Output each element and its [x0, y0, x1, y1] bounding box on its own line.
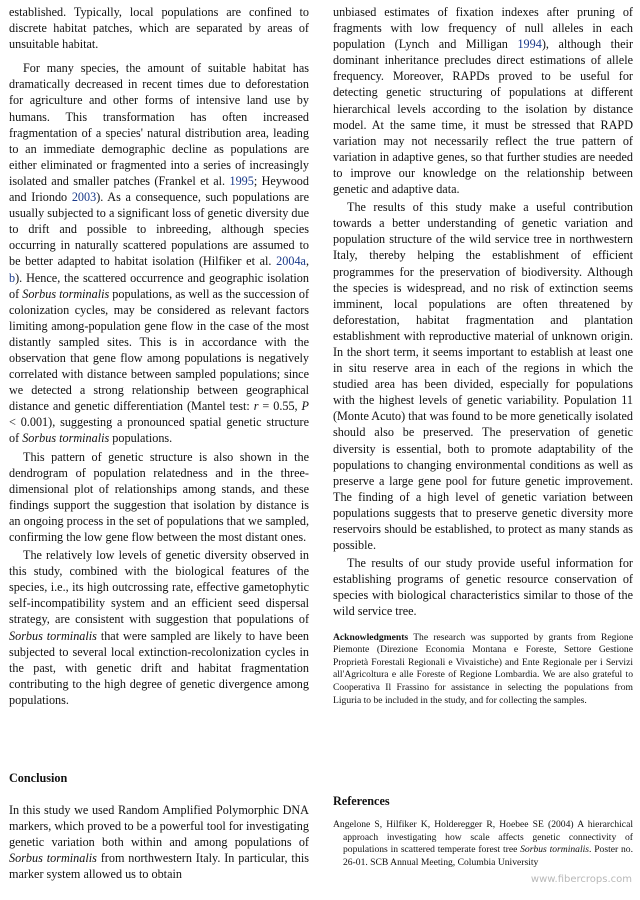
- species-name: Sorbus torminalis: [9, 628, 97, 643]
- acknowledgments: Acknowledgments The research was supported by grants from Regione Piemonte (Direzione Economia Montana e Foreste, Settore Gestione Proprietà Forestali Regionali e Vivaistiche) and Ente Regionale per i Servizi all'Agricoltura e alle Foreste of Regione Lombardia. We are also grateful to Cooperativa Il Frassino for assistance in selecting the populations from Liguria to be included in the study, and for collecting the samples.: [333, 631, 633, 706]
- paragraph: The results of this study make a useful contribution towards a better understanding of genetic variation and population structure of the wild service tree in northwestern Italy, thereby helping the establishment of efficient programmes for the preservation of biodiversity. Although the species is widespread, and no risk of extinction seems imminent, local populations are often threatened by deforestation, habitat fragmentation and plantation establishment with reproductive material of unknown origin. In the short term, it seems important to establish at least one in situ reserve area in each of the regions in which the studied area has been divided, especially for populations with the highest levels of genetic variability. Population 11 (Monte Acuto) that was found to be more genetically isolated should also be preserved. The preservation of genetic diversity is essential, both to promote adaptability of the populations to changing environmental conditions as well as preserve a large gene pool for future genetic improvement. The finding of a high level of genetic variation between populations suggests that to preserve genetic diversity more reservoirs should be established, to protect as many stands as possible.: [333, 200, 633, 553]
- citation-link[interactable]: 1994: [517, 37, 542, 52]
- stat-symbol: P: [301, 399, 309, 414]
- species-name: Sorbus torminalis: [22, 431, 110, 446]
- paragraph: The results of our study provide useful information for establishing programs of genetic resource conservation of species with biological characteristics similar to those of the wild service tree.: [333, 556, 633, 619]
- right-column: [333, 4, 633, 870]
- species-name: Sorbus torminalis: [520, 844, 590, 856]
- citation-link[interactable]: b: [9, 270, 16, 285]
- section-heading-references: References: [333, 794, 390, 809]
- citation-link[interactable]: 1995: [229, 173, 254, 188]
- reference-entry: Angelone S, Hilfiker K, Holderegger R, Hoebee SE (2004) A hierarchical approach investigating how scale affects genetic connectivity of populations in scattered temperate forest tree Sorbus torminalis. Poster no. 26-01. SCB Annual Meeting, Columbia University: [333, 819, 633, 868]
- paragraph: unbiased estimates of fixation indexes after pruning of fragments with low frequency of null alleles in each population (Lynch and Milligan 1994), although their dominant inheritance precludes direct estimations of allele frequency. Moreover, RAPDs proved to be useful for detecting genetic structuring of populations at different hierarchical levels according to the isolation by distance model. At the same time, it must be stressed that RAPD variation may not necessarily reflect the true pattern of variation in adaptive genes, so that further studies are needed to improve our knowledge on the relationship between genetic and adaptive data.: [333, 5, 634, 197]
- paragraph: established. Typically, local populations are confined to discrete habitat patches, which are separated by areas of unsuitable habitat.: [9, 5, 309, 52]
- paragraph: For many species, the amount of suitable habitat has dramatically decreased in recent times due to deforestation for agriculture and other forms of intensive land use by humans. This transformation has often increased fragmentation of a species' natural distribution area, leading to an immediate demographic decline as populations are either eliminated or fragmented into a series of increasingly isolated and smaller patches (Frankel et al. 1995; Heywood and Iriondo 2003). As a consequence, such populations are usually subjected to a significant loss of genetic diversity due to drift and possible to inbreeding, although species occurring in naturally scattered populations are assumed to be better adapted to habitat isolation (Hilfiker et al. 2004a, b). Hence, the scattered occurrence and geographic isolation of Sorbus torminalis populations, as well as the succession of colonization cycles, may be considered as relevant factors limiting among-population gene flow in the case of the most distantly sampled sites. This is in accordance with the observation that gene flow among populations is negatively correlated with distance between sampled populations; since we detected a strong relationship between geographical distance and genetic differentiation (Mantel test: r = 0.55, P < 0.001), suggesting a pronounced spatial genetic structure of Sorbus torminalis populations.: [9, 61, 309, 446]
- citation-link[interactable]: 2004a: [276, 254, 306, 269]
- acknowledgments-heading: Acknowledgments: [333, 631, 409, 643]
- paragraph: The relatively low levels of genetic diversity observed in this study, combined with the biological features of the species, i.e., its high outcrossing rate, effective gametophytic self-incompatibility system and an efficient seed dispersal strategy, are consistent with suggestion that populations of Sorbus torminalis that were sampled are likely to have been subjected to several local extinction-recolonization cycles in the past, with genetic drift and habitat fragmentation contributing to the high degree of genetic divergence among populations.: [9, 548, 309, 707]
- paragraph: This pattern of genetic structure is also shown in the dendrogram of population relatedness and in the three-dimensional plot of relationships among stands, and these findings support the suggestion that isolation by distance is an ongoing process in the set of populations that we sampled, confirming the low gene flow between the most distant ones.: [9, 449, 309, 544]
- citation-link[interactable]: 2003: [71, 190, 97, 205]
- watermark: [531, 874, 632, 886]
- section-heading-conclusion: Conclusion: [9, 771, 68, 786]
- stat-symbol: r: [253, 399, 259, 414]
- watermark-url: www.fibercrops.com: [530, 874, 632, 885]
- paragraph: In this study we used Random Amplified Polymorphic DNA markers, which proved to be a powerful tool for investigating genetic variation both within and among populations of Sorbus torminalis from northwestern Italy. In particular, this marker system allowed us to obtain: [9, 803, 309, 882]
- left-column: [9, 4, 309, 883]
- species-name: Sorbus torminalis: [9, 851, 97, 866]
- species-name: Sorbus torminalis: [22, 286, 110, 301]
